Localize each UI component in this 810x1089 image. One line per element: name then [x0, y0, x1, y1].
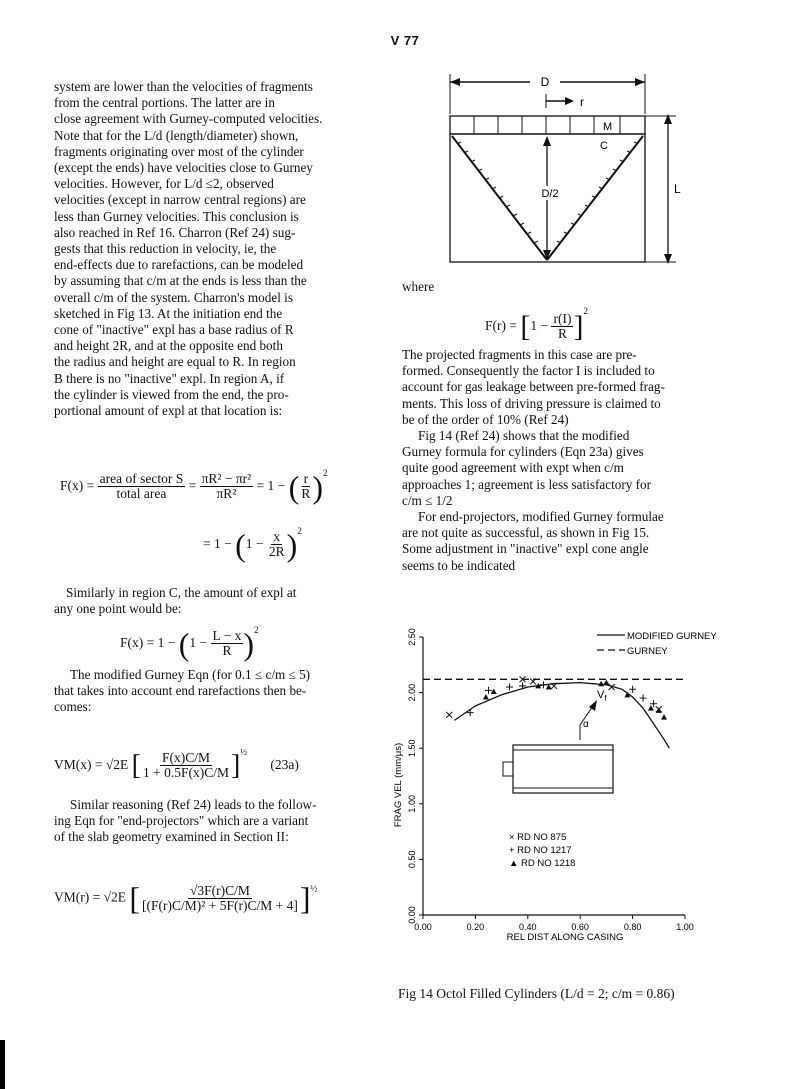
- equation-f-x-expanded: [203, 526, 302, 563]
- left-paragraph-1: [54, 79, 374, 419]
- text-line: ments. This loss of driving pressure is claimed to: [402, 395, 661, 411]
- frag-velocity-chart: [385, 615, 755, 945]
- data-point-rd-no-1217: [506, 684, 513, 691]
- equation-23a: [54, 747, 299, 782]
- fraction: [299, 472, 312, 501]
- eq-inner: 1 −: [245, 536, 264, 551]
- denominator: 1 + 0.5F(x)C/M: [142, 765, 229, 781]
- x-tick-label: 0.80: [623, 922, 642, 932]
- eq-lhs: F(x) =: [60, 478, 95, 493]
- text-line: The projected fragments in this case are pre-: [402, 347, 637, 362]
- x-tick-label: 0.60: [571, 922, 589, 932]
- text-line: Note that for the L/d (length/diameter) shown,: [54, 127, 299, 143]
- text-line: close agreement with Gurney-computed velocities.: [54, 111, 323, 127]
- exponent: 2: [297, 526, 302, 536]
- data-point-rd-no-1218: [656, 707, 662, 713]
- data-point-rd-no-1218: [648, 705, 654, 711]
- paren-open: (: [288, 468, 300, 505]
- numerator: L − x: [212, 628, 242, 644]
- text-line: system are lower than the velocities of fragments: [54, 79, 313, 94]
- data-point-rd-no-1217: [629, 686, 636, 693]
- text-line: where: [402, 279, 435, 294]
- bracket-close: ]: [573, 309, 584, 343]
- text-line: cone of "inactive" expl has a base radius of R: [54, 322, 294, 338]
- text-line: Similarly in region C, the amount of expl at: [66, 585, 297, 600]
- page-edge-bar: [0, 1040, 5, 1089]
- x-tick-label: 0.40: [519, 922, 537, 932]
- data-point-rd-no-1218: [598, 681, 604, 687]
- equation-label: (23a): [270, 757, 299, 772]
- paren-close: ): [312, 468, 323, 505]
- text-line: any one point would be:: [54, 601, 182, 617]
- data-point-rd-no-1218: [483, 694, 489, 700]
- y-tick-label: 1.00: [407, 795, 417, 813]
- exponent: ½: [240, 747, 248, 757]
- fraction: [98, 472, 186, 501]
- text-line: that takes into account end rarefactions then be-: [54, 683, 307, 699]
- text-line: gests that this reduction in velocity, ie, the: [54, 241, 277, 257]
- y-tick-label: 2.00: [407, 683, 417, 702]
- paren-close: ): [243, 625, 255, 662]
- right-paragraph: [402, 347, 742, 574]
- data-point-rd-no-1217: [485, 687, 492, 694]
- equation-f-x-region-c: [120, 625, 259, 662]
- x-tick-label: 1.00: [676, 922, 694, 932]
- bracket-close: ]: [230, 749, 241, 781]
- text-line: c/m ≤ 1/2: [402, 492, 453, 508]
- legend-rd-1217: + RD NO 1217: [509, 845, 572, 856]
- eq-inner: 1 −: [530, 318, 549, 333]
- data-point-rd-no-1218: [491, 688, 497, 694]
- vf-sub: f: [604, 694, 607, 703]
- series-line-modified-gurney: [454, 683, 669, 749]
- legend-rd-1218: ▲ RD NO 1218: [509, 858, 576, 869]
- text-line: overall c/m of the system. Charron's model is: [54, 289, 293, 305]
- text-line: Some adjustment in "inactive" expl cone angle: [402, 541, 649, 557]
- equation-f-x-region-a: [60, 468, 328, 505]
- text-line: portional amount of expl at that location is:: [54, 403, 283, 419]
- y-tick-label: 1.50: [407, 739, 417, 757]
- y-tick-label: 2.50: [407, 628, 417, 646]
- text-line: Gurney formula for cylinders (Eqn 23a) gives: [402, 444, 644, 460]
- denominator: R: [301, 486, 311, 502]
- numerator: √3F(r)C/M: [189, 883, 250, 898]
- text-line: end-effects due to rarefactions, can be modeled: [54, 257, 304, 273]
- text-line: the cylinder is viewed from the end, the pro-: [54, 386, 289, 402]
- denominator: 2R: [268, 544, 285, 560]
- text-line: approaches 1; agreement is less satisfactory for: [402, 476, 652, 492]
- text-line: seems to be indicated: [402, 557, 516, 573]
- text-line: be of the order of 10% (Ref 24): [402, 411, 569, 427]
- casing-segments: [450, 116, 645, 134]
- y-tick-label: 0.00: [407, 906, 417, 924]
- numerator: r(I): [553, 311, 572, 327]
- text-line: of the slab geometry examined in Section II:: [54, 829, 289, 845]
- eq-lhs: F(r) =: [485, 318, 517, 333]
- x-tick-label: 0.00: [414, 922, 432, 932]
- eq-lhs: VM(x) = √2E: [54, 757, 129, 772]
- text-line: account for gas leakage between pre-formed frag-: [402, 379, 665, 395]
- fraction: [211, 629, 244, 658]
- text-line: formed. Consequently the factor I is included to: [402, 363, 655, 379]
- eq-lhs: VM(r) = √2E: [54, 889, 127, 905]
- numerator: x: [273, 529, 281, 545]
- bracket-open: [: [129, 880, 141, 916]
- paren-open: (: [235, 526, 246, 563]
- arrowhead-icon: [565, 97, 574, 105]
- bracket-open: [: [131, 749, 141, 781]
- numerator: πR² − πr²: [201, 471, 252, 487]
- text-line: less than Gurney velocities. This conclusion is: [54, 208, 299, 224]
- y-tick-label: 0.50: [407, 850, 417, 869]
- denominator: R: [222, 643, 232, 659]
- text-line: also reached in Ref 16. Charron (Ref 24) sug-: [54, 224, 296, 240]
- text-line: from the central portions. The latter are in: [54, 95, 275, 111]
- numerator: r: [303, 471, 309, 487]
- equation-end-projector: [54, 880, 317, 917]
- x-axis-label: REL DIST ALONG CASING: [506, 932, 624, 943]
- arrowhead-icon: [543, 136, 551, 146]
- legend-gurney: GURNEY: [627, 646, 668, 657]
- denominator: R: [557, 326, 567, 342]
- left-paragraph-3: [54, 667, 374, 716]
- fraction: [200, 472, 254, 501]
- chart-series: [423, 676, 685, 748]
- text-line: are not quite as successful, as shown in Fig 15.: [402, 525, 650, 541]
- r-label: r: [580, 95, 584, 109]
- chart-ticks: [407, 628, 694, 932]
- vf-label: [597, 689, 607, 703]
- bracket-close: ]: [299, 880, 311, 916]
- eq-rest: = 1 −: [256, 478, 286, 493]
- text-line: fragments originating over most of the cylinder: [54, 143, 304, 159]
- x-tick-label: 0.20: [466, 922, 485, 932]
- denominator: [(F(r)C/M)² + 5F(r)C/M + 4]: [142, 898, 298, 913]
- text-line: quite good agreement with expt when c/m: [402, 460, 624, 476]
- data-point-rd-no-1218: [603, 680, 609, 686]
- d-half-label: D/2: [541, 188, 559, 200]
- denominator: πR²: [216, 486, 237, 502]
- fraction: [140, 884, 300, 913]
- figure-caption: Fig 14 Octol Filled Cylinders (L/d = 2; c/m = 0.86): [398, 986, 675, 1001]
- data-point-rd-no-875: [446, 712, 452, 718]
- text-line: the radius and height are equal to R. In region: [54, 354, 296, 370]
- numerator: area of sector S: [99, 471, 184, 487]
- d-label: D: [540, 75, 550, 89]
- arrowhead-icon: [635, 78, 645, 86]
- equals: =: [188, 478, 197, 493]
- text-line: and height 2R, and at the opposite end both: [54, 338, 283, 354]
- vf-main: V: [597, 689, 605, 701]
- denominator: total area: [116, 486, 167, 502]
- exponent: 2: [323, 468, 328, 478]
- casing-inset-icon: [503, 689, 613, 793]
- left-paragraph-4: [54, 797, 374, 846]
- text-line: The modified Gurney Eqn (for 0.1 ≤ c/m ≤ 5): [70, 667, 311, 682]
- text-line: comes:: [54, 699, 92, 715]
- text-line: ing Eqn for "end-projectors" which are a variant: [54, 813, 309, 829]
- data-point-rd-no-1217: [467, 709, 474, 716]
- paren-close: ): [286, 526, 298, 563]
- numerator: F(x)C/M: [161, 750, 210, 766]
- legend-modified-gurney: MODIFIED GURNEY: [627, 631, 717, 642]
- eq-lead: = 1 −: [203, 536, 232, 551]
- cylinder-cone-diagram: [440, 64, 690, 269]
- exponent: ½: [310, 883, 318, 894]
- text-line: velocities (except in narrow central regions) are: [54, 192, 306, 208]
- paren-open: (: [178, 625, 190, 662]
- text-line: For end-projectors, modified Gurney formulae: [418, 509, 664, 525]
- data-point-rd-no-1218: [661, 714, 667, 720]
- exponent: 2: [583, 306, 588, 316]
- c-label: C: [600, 140, 608, 152]
- m-label: M: [603, 121, 613, 133]
- text-line: Fig 14 (Ref 24) shows that the modified: [418, 428, 630, 444]
- fraction: [267, 530, 287, 559]
- alpha-label: α: [583, 719, 589, 730]
- arrowhead-icon: [450, 78, 460, 86]
- text-line: B there is no "inactive" expl. In region A, if: [54, 370, 285, 386]
- where-label: [402, 279, 434, 295]
- l-label: L: [674, 182, 681, 196]
- text-line: sketched in Fig 13. At the initiation end the: [54, 305, 283, 321]
- fraction: [141, 751, 231, 780]
- eq-lhs: F(x) = 1 −: [120, 635, 176, 650]
- fraction: [551, 312, 573, 341]
- left-paragraph-2: [54, 585, 376, 617]
- bracket-open: [: [520, 309, 531, 343]
- text-line: Similar reasoning (Ref 24) leads to the follow-: [70, 797, 317, 812]
- text-line: velocities. However, for L/d ≤2, observed: [54, 176, 274, 192]
- text-line: by assuming that c/m at the ends is less than the: [54, 273, 307, 289]
- text-line: (except the ends) have velocities close to Gurney: [54, 160, 313, 176]
- eq-inner: 1 −: [189, 635, 208, 650]
- equation-f-r: [485, 306, 588, 344]
- exponent: 2: [254, 625, 259, 635]
- y-axis-label: FRAG VEL (mm/μs): [393, 742, 404, 828]
- page-number: V 77: [390, 33, 420, 48]
- data-point-rd-no-1217: [640, 695, 647, 702]
- data-point-rd-no-1217: [540, 681, 547, 688]
- legend-rd-875: × RD NO 875: [509, 832, 567, 843]
